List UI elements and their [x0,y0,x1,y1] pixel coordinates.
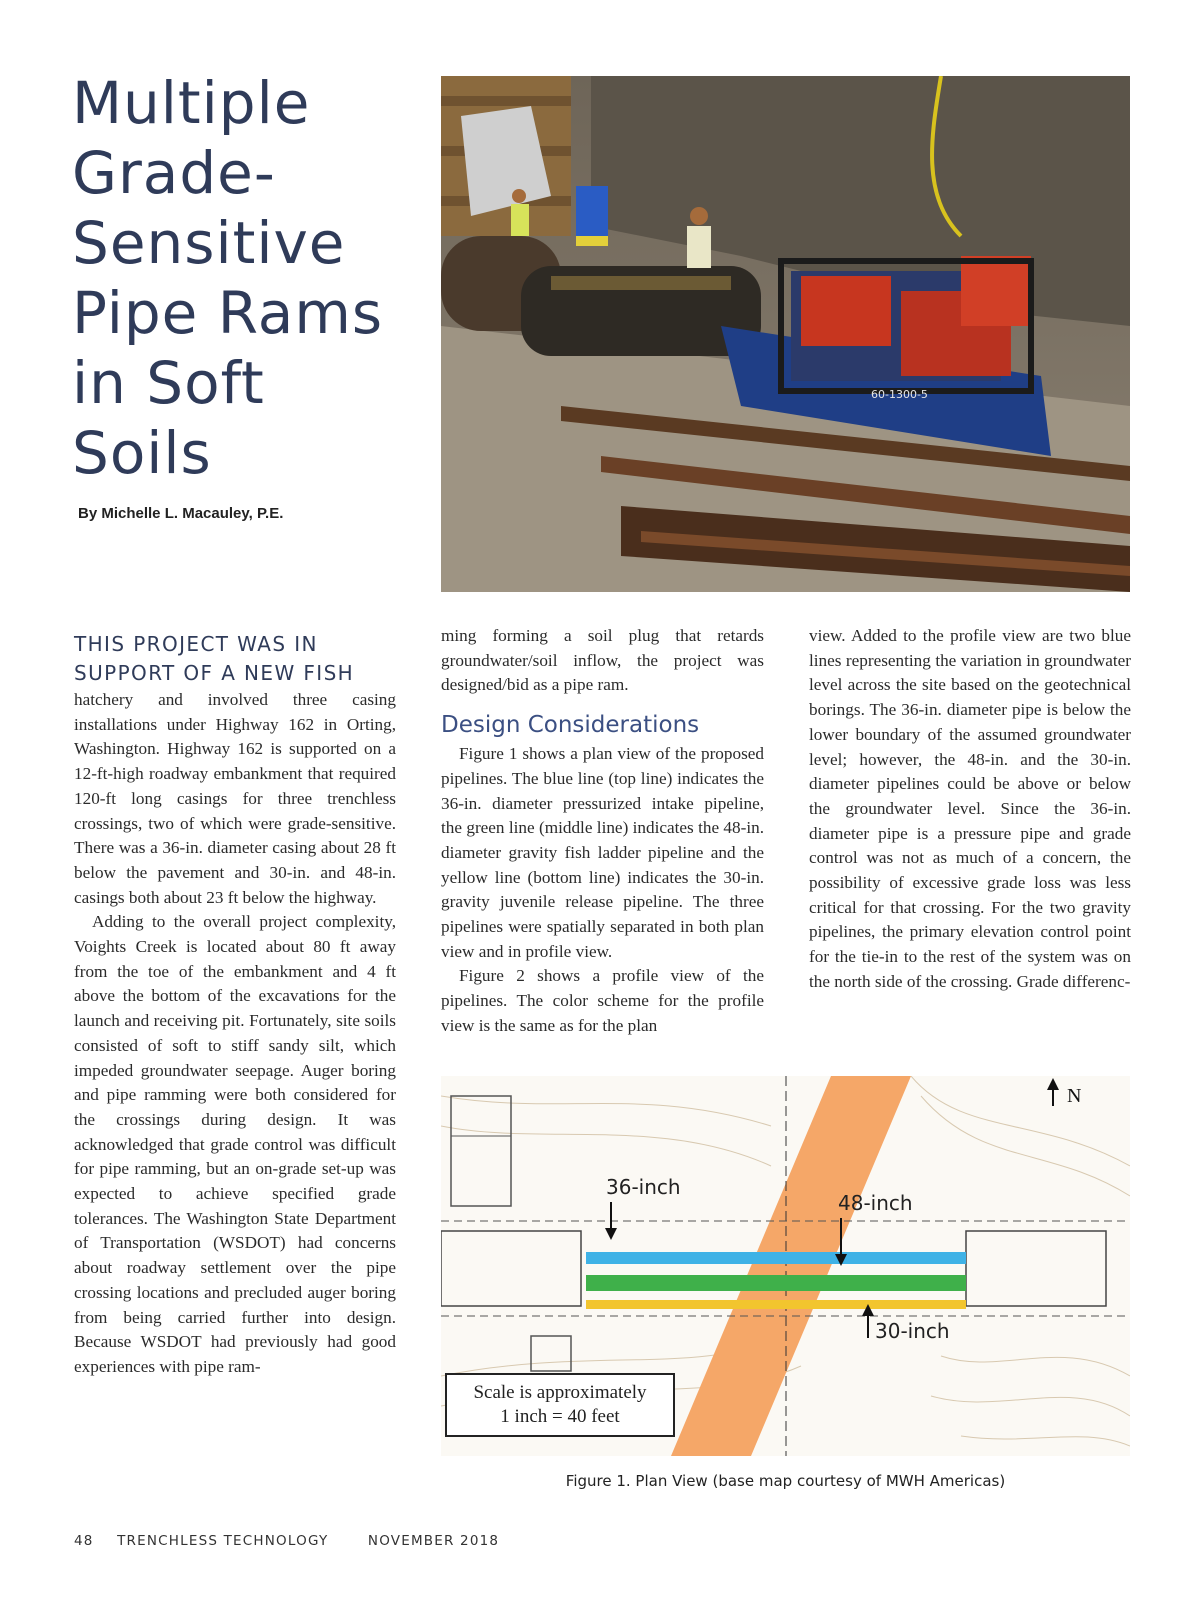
text-column-1 [74,630,396,1380]
text-column-2 [441,624,764,1039]
plan-view-figure [441,1076,1130,1456]
north-label: N [1067,1085,1082,1107]
byline: By Michelle L. Macauley, P.E. [78,505,284,522]
paragraph: Figure 2 shows a profile view of the pipelines. The color scheme for the profile view is the same as for the plan [441,966,764,1035]
machine-label: 60-1300-5 [871,388,928,401]
label-48-inch: 48-inch [838,1191,913,1215]
pipeline-36-inch [586,1252,966,1264]
equipment-photo [441,76,1130,592]
lead-in: THIS PROJECT WAS IN SUPPORT OF A NEW FISH [74,632,355,685]
article-title: Multiple Grade-Sensitive Pipe Rams in Soft Soils [72,69,384,487]
scale-line-1: Scale is approximately [473,1382,647,1403]
label-30-inch: 30-inch [875,1319,950,1343]
pipeline-30-inch [586,1300,966,1309]
section-heading: Design Considerations [441,712,700,739]
paragraph: ming forming a soil plug that retards groundwater/soil inflow, the project was designed/bid as a pipe ram. [441,626,764,695]
paragraph: Adding to the overall project complexity, Voights Creek is located about 80 ft away from the toe of the embankment and 4 ft above the bottom of the excavations for the launch and receiving pit. Fortunately, site soils consisted of soft to stiff sandy silt, which impeded groundwater seepage. Auger boring and pipe ramming were both considered for the crossings during design. It was acknowledged that grade control was difficult for pipe ramming, but an on-grade set-up was expected to achieve specified grade tolerances. The Washington State Department of Transportation (WSDOT) had concerns about roadway settlement over the pipe crossing locations and precluded auger boring from being carried further into design. Because WSDOT had previously had good experiences with pipe ram- [74,912,396,1376]
scale-line-2: 1 inch = 40 feet [500,1406,620,1427]
issue-date: NOVEMBER 2018 [367,1533,500,1549]
magazine-name: TRENCHLESS TECHNOLOGY [117,1533,329,1549]
page-footer [74,1533,517,1549]
paragraph: hatchery and involved three casing installations under Highway 162 in Orting, Washington. Highway 162 is supported on a 12-ft-high roadway embankment that required 120-ft long casings for three trenchless crossings, two of which were grade-sensitive. There was a 36-in. diameter casing about 28 ft below the pavement and 30-in. and 48-in. casings both about 23 ft below the highway. [74,690,396,907]
pipeline-48-inch [586,1275,966,1291]
figure-caption: Figure 1. Plan View (base map courtesy of MWH Americas) [565,1472,1006,1490]
page-number: 48 [74,1533,94,1549]
text-column-3 [809,624,1131,995]
paragraph: view. Added to the profile view are two blue lines representing the variation in groundwater level across the site based on the geotechnical borings. The 36-in. diameter pipe is below the lower boundary of the assumed groundwater level; however, the 48-in. and the 30-in. diameter pipelines could be above or below the groundwater level. Since the 36-in. diameter pipe is a pressure pipe and grade control was not as much of a concern, the possibility of excessive grade loss was less critical for that crossing. For the two gravity pipelines, the primary elevation control point for the tie-in to the rest of the system was on the north side of the crossing. Grade differenc- [809,626,1131,991]
paragraph: Figure 1 shows a plan view of the proposed pipelines. The blue line (top line) indicates the 36-in. diameter pressurized intake pipeline, the green line (middle line) indicates the 48-in. diameter gravity fish ladder pipeline and the yellow line (bottom line) indicates the 30-in. gravity juvenile release pipeline. The three pipelines were spatially separated in both plan view and in profile view. [441,744,764,961]
label-36-inch: 36-inch [606,1175,681,1199]
